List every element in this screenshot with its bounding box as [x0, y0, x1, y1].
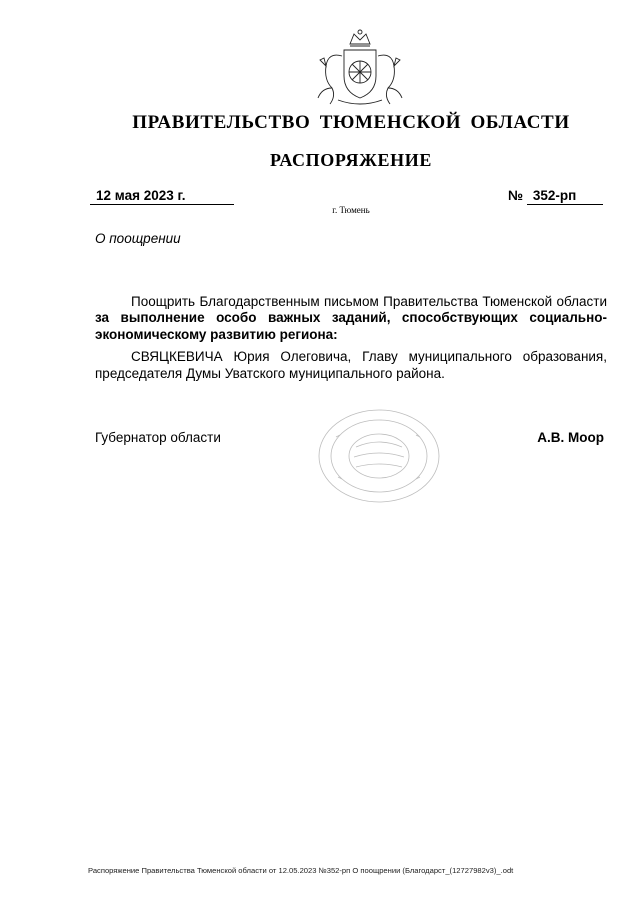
organization-title: ПРАВИТЕЛЬСТВО ТЮМЕНСКОЙ ОБЛАСТИ: [132, 112, 570, 133]
document-city: г. Тюмень: [332, 205, 370, 215]
document-footer: Распоряжение Правительства Тюменской области от 12.05.2023 №352-рп О поощрении (Благодарст_(12727982v3)_.odt: [88, 866, 514, 875]
paragraph-1-text: Поощрить Благодарственным письмом Правительства Тюменской области: [131, 294, 607, 309]
body-paragraph-2: СВЯЦКЕВИЧА Юрия Олеговича, Главу муниципального образования, председателя Думы Уватского муниципального района.: [95, 349, 607, 381]
document-subject: О поощрении: [95, 231, 181, 246]
document-type-title: РАСПОРЯЖЕНИЕ: [270, 150, 432, 170]
number-sign: №: [508, 188, 524, 203]
body-paragraph-1: [95, 294, 607, 343]
signer-position: Губернатор области: [95, 430, 221, 445]
document-number-row: [508, 188, 603, 205]
document-body: [95, 294, 607, 388]
document-date: 12 мая 2023 г.: [90, 188, 234, 205]
paragraph-1-bold-text: за выполнение особо важных заданий, способствующих социально-экономическому развитию региона:: [95, 310, 607, 342]
document-number: 352-рп: [527, 188, 603, 205]
signer-name: А.В. Моор: [537, 430, 604, 445]
signature-stamp-icon: [316, 407, 442, 505]
coat-of-arms-icon: [314, 26, 406, 108]
